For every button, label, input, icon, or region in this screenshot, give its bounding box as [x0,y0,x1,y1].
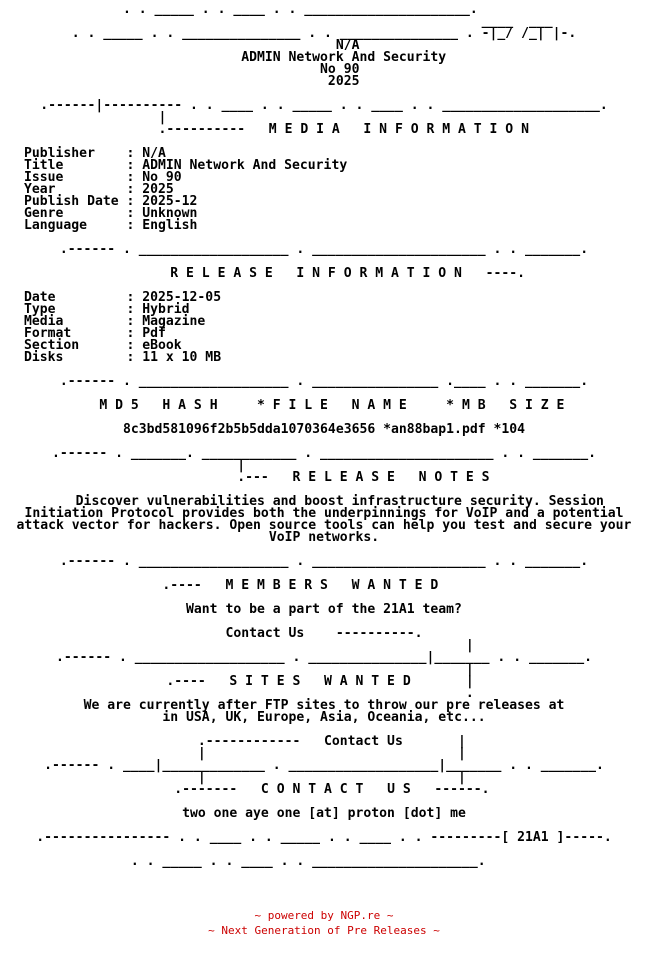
nfo-line: .------ . ___________________ . ______________________ . . _______. [59,242,589,257]
nfo-line: No 90 [107,62,541,77]
nfo-line: | | [182,746,466,761]
nfo-line: .------ . ___________________ . ______________________ . . _______. [59,554,589,569]
nfo-line: attack vector for hackers. Open source tools can help you test and secure your [16,518,632,533]
nfo-line: Contact Us ----------. [225,626,423,641]
nfo-line: in USA, UK, Europe, Asia, Oceania, etc... [162,710,486,725]
nfo-line: Section : eBook [24,338,182,353]
nfo-line: .---- M E M B E R S W A N T E D [107,578,541,593]
nfo-line: Language : English [24,218,198,233]
nfo-line: .------ . _______. ____________ . ______________________ . . _______. [52,446,596,461]
nfo-line: Date : 2025-12-05 [24,290,222,305]
nfo-line: . [103,686,545,701]
nfo-line: 8c3bd581096f2b5b5dda1070364e3656 *an88bap1.pdf *104 [122,422,526,437]
nfo-line: Year : 2025 [24,182,174,197]
footer-powered-by: ~ powered by NGP.re ~ [254,909,394,922]
nfo-line: VoIP networks. [268,530,380,545]
nfo-text-block [0,4,648,868]
nfo-line: .---------------- . . ____ . . _____ . . ____ . . ---------[ 21A1 ]-----. [36,830,612,845]
nfo-line: . . _____ . . ____ . . _____________________. [99,2,549,17]
nfo-line: Discover vulnerabilities and boost infrastructure security. Session [44,494,604,509]
nfo-line: | | [182,770,466,785]
nfo-line: ____ ___ [95,14,553,29]
nfo-line: Disks : 11 x 10 MB [24,350,222,365]
nfo-line: We are currently after FTP sites to throw our pre releases at [83,698,565,713]
nfo-line: Type : Hybrid [24,302,190,317]
nfo-line: .------ . ____|_____________ . ___________________|_______ . . _______. [44,758,604,773]
nfo-line: Title : ADMIN Network And Security [24,158,348,173]
nfo-line: .--- R E L E A S E N O T E S [103,470,545,485]
nfo-line: Genre : Unknown [24,206,198,221]
footer [0,908,648,938]
nfo-line: Format : Pdf [24,326,166,341]
nfo-line: | [103,458,545,473]
nfo-line: Want to be a part of the 21A1 team? [186,602,462,617]
nfo-line: Issue : No 90 [24,170,182,185]
nfo-line: N/A [107,38,541,53]
nfo-line: Publisher : N/A [24,146,166,161]
nfo-line: .---- S I T E S W A N T E D | [103,674,545,689]
nfo-line: | [103,662,545,677]
nfo-line: ADMIN Network And Security [107,50,541,65]
nfo-line: .---------- M E D I A I N F O R M A T I O N [103,122,545,137]
nfo-line: 2025 [107,74,541,89]
nfo-line: .------ . ___________________ . ________________ .____ . . _______. [59,374,589,389]
nfo-line: Initiation Protocol provides both the underpinnings for VoIP and a potential [24,506,624,521]
nfo-line: . . _____ . . _______________ . . _______________ . -|_/ /_| |-. [71,26,577,41]
nfo-line: Media : Magazine [24,314,206,329]
footer-tagline: ~ Next Generation of Pre Releases ~ [208,924,440,937]
nfo-line: .------------ Contact Us | [182,734,466,749]
nfo-line: R E L E A S E I N F O R M A T I O N ----. [107,266,541,281]
nfo-line: .------- C O N T A C T U S ------. [158,782,490,797]
nfo-line: two one aye one [at] proton [dot] me [182,806,466,821]
nfo-line: | [103,638,545,653]
nfo-line: .------ . ___________________ . _______________|_______ . . _______. [55,650,593,665]
nfo-line: . . _____ . . ____ . . _____________________. [107,854,541,869]
nfo-line: M D 5 H A S H * F I L E N A M E * M B S I Z E [83,398,565,413]
nfo-line: .------|---------- . . ____ . . _____ . . ____ . . ____________________. [40,98,608,113]
nfo-line: | [103,110,545,125]
nfo-line: Publish Date : 2025-12 [24,194,198,209]
